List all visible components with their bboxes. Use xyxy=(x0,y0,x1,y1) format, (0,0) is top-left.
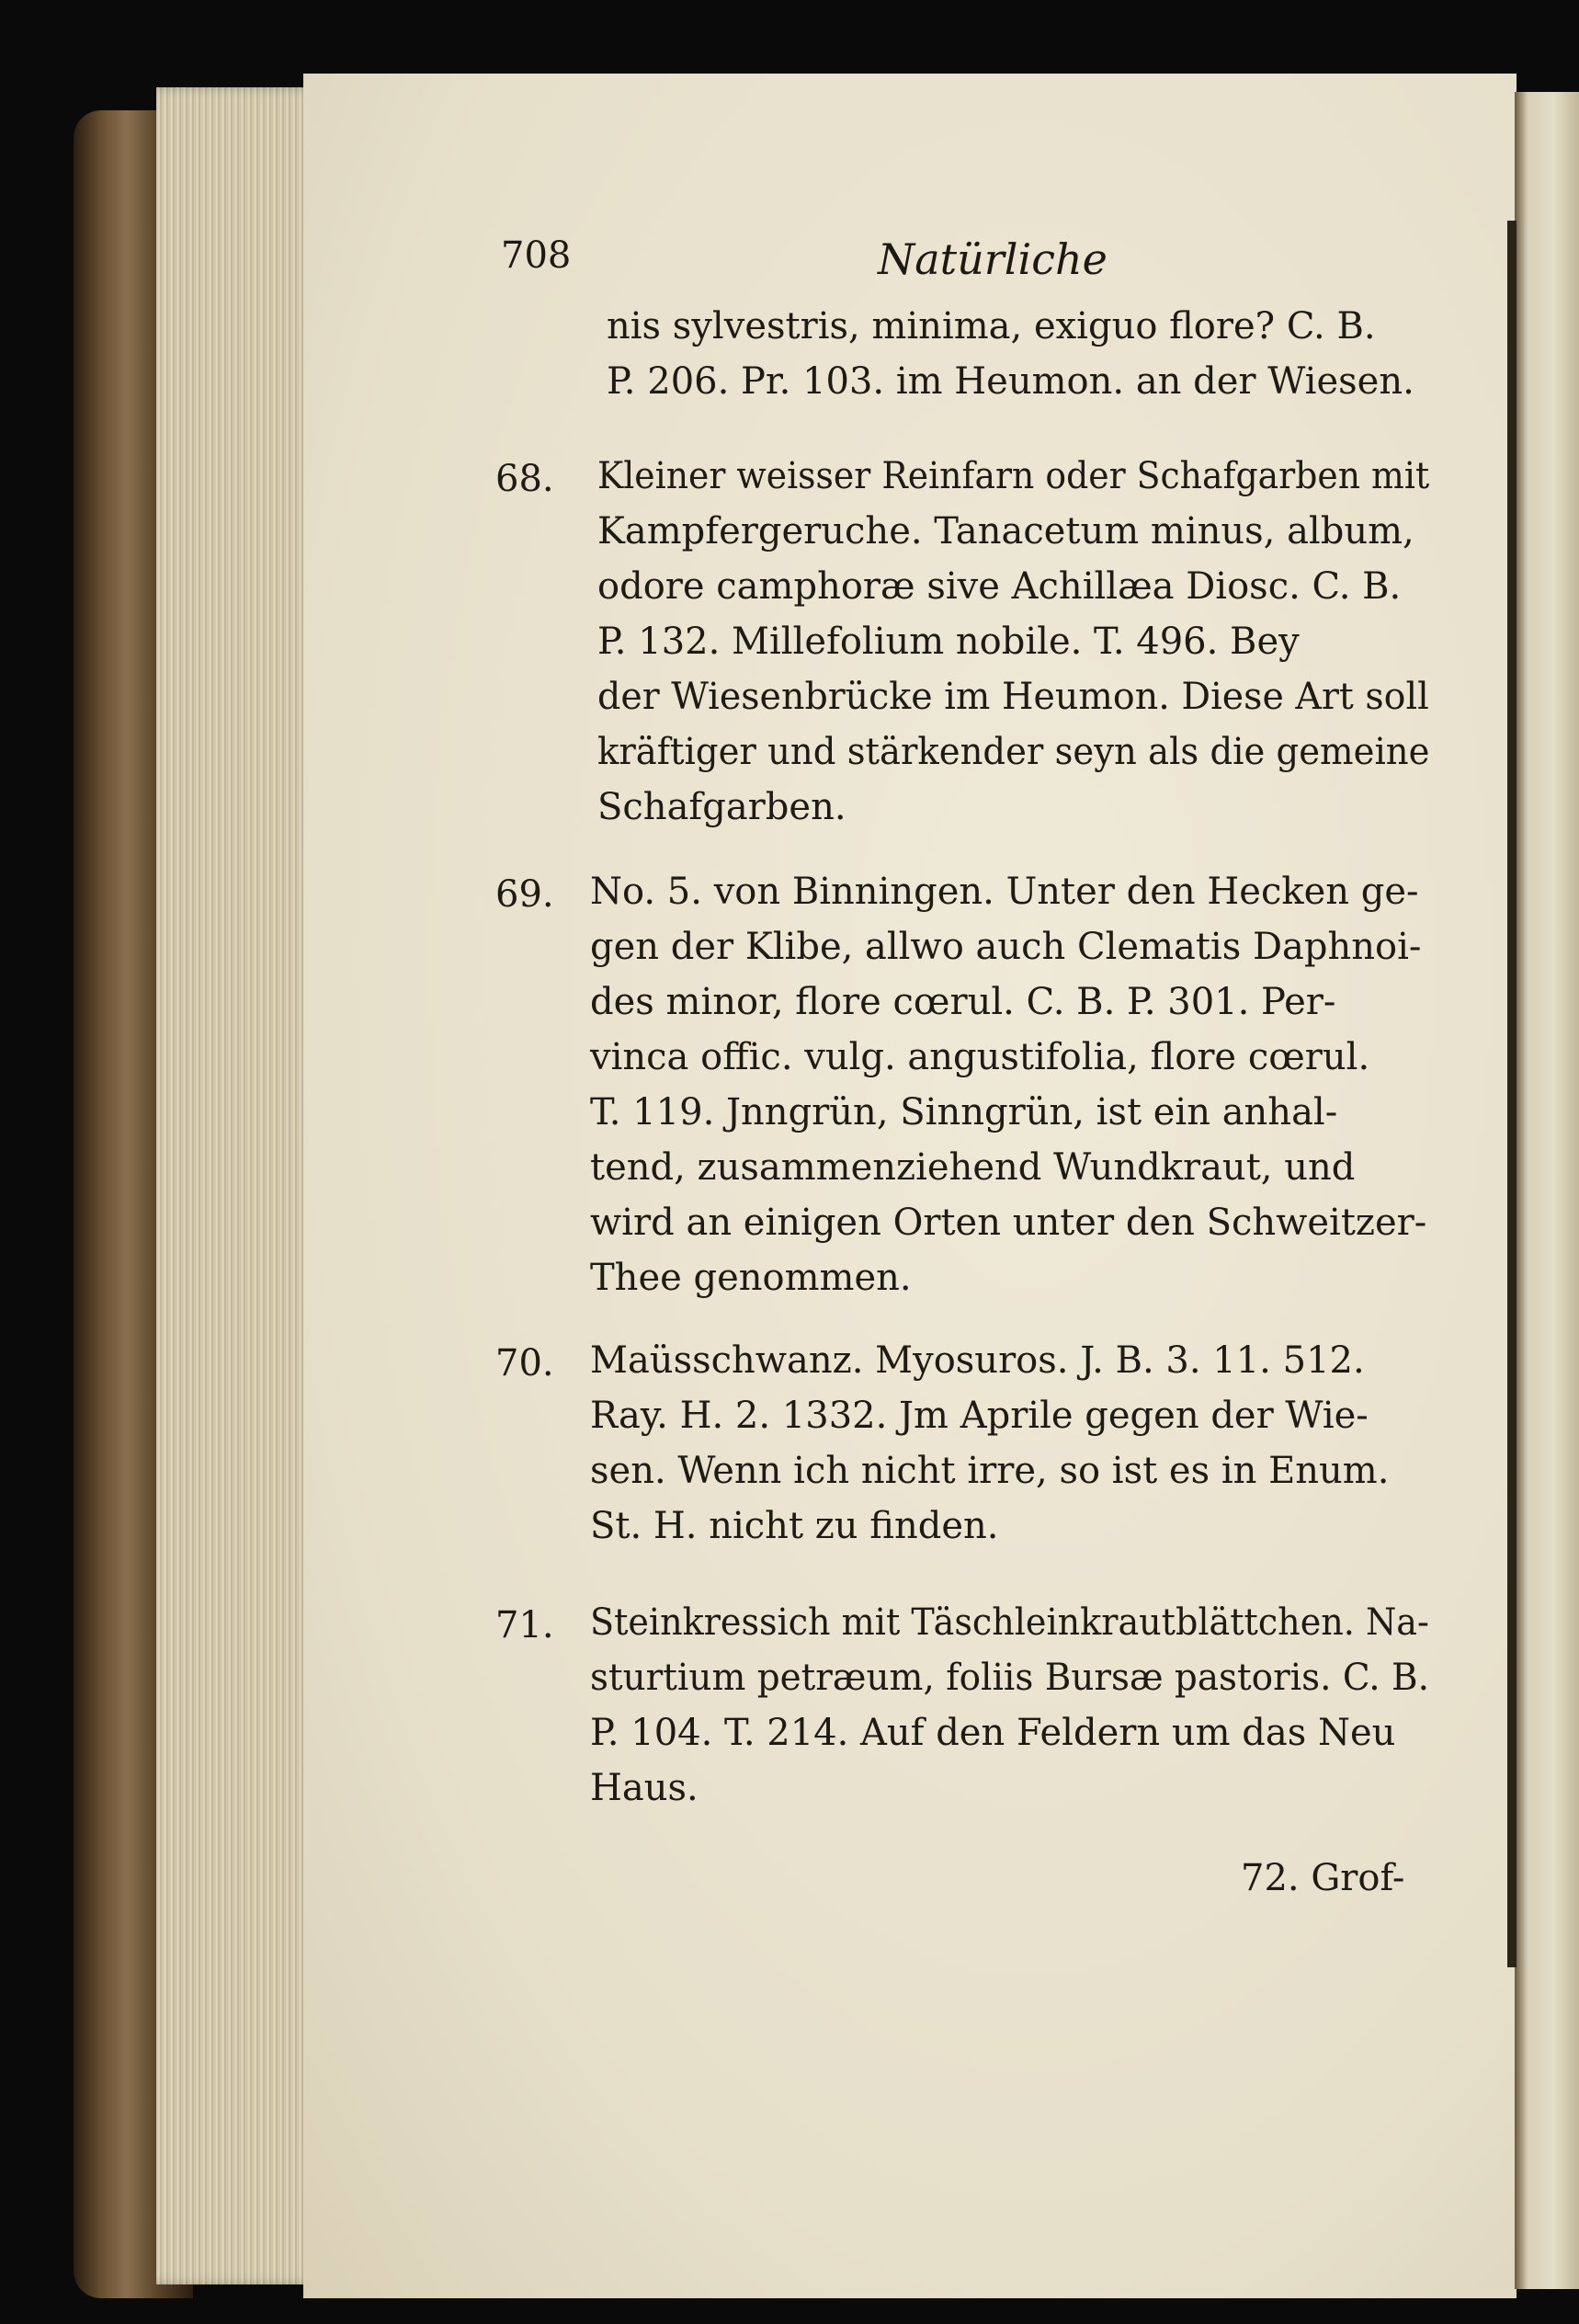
entry-number: 69. xyxy=(495,873,554,916)
gutter-shadow xyxy=(1507,221,1517,1967)
running-head: Natürliche xyxy=(878,234,1108,284)
entry-line: Kampfergeruche. Tanacetum minus, album, xyxy=(597,510,1414,553)
entry-line: Haus. xyxy=(590,1767,699,1809)
entry-line: No. 5. von Binningen. Unter den Hecken ge- xyxy=(590,871,1419,913)
page-header xyxy=(501,234,1420,299)
entry-line: Maüsschwanz. Myosuros. J. B. 3. 11. 512. xyxy=(590,1339,1365,1382)
entry-line: nis sylvestris, minima, exiguo flore? C. B. xyxy=(607,305,1376,347)
facing-page-edge xyxy=(1515,92,1579,2289)
entry-line: des minor, flore cœrul. C. B. P. 301. Per- xyxy=(590,981,1336,1023)
catchword: 72. Grof- xyxy=(1241,1857,1405,1899)
entry-line: kräftiger und stärkender seyn als die gemeine xyxy=(597,731,1430,773)
entry-line: Schafgarben. xyxy=(597,786,846,828)
entry-number: 71. xyxy=(495,1604,554,1646)
entry-line: Thee genommen. xyxy=(590,1257,912,1299)
entry-line: P. 104. T. 214. Auf den Feldern um das Neu xyxy=(590,1712,1396,1754)
entry-line: P. 132. Millefolium nobile. T. 496. Bey xyxy=(597,621,1300,663)
entry-line: tend, zusammenziehend Wundkraut, und xyxy=(590,1146,1356,1189)
entry-line: wird an einigen Orten unter den Schweitzer- xyxy=(590,1202,1427,1244)
entry-line: Ray. H. 2. 1332. Jm Aprile gegen der Wie- xyxy=(590,1395,1369,1437)
page-number: 708 xyxy=(501,234,572,277)
entry-line: Kleiner weisser Reinfarn oder Schafgarben mit xyxy=(597,455,1430,497)
entry-line: vinca offic. vulg. angustifolia, flore cœrul. xyxy=(590,1036,1370,1078)
page-edges xyxy=(156,87,322,2284)
entry-line: T. 119. Jnngrün, Sinngrün, ist ein anhal- xyxy=(590,1091,1338,1134)
entry-line: sturtium petræum, foliis Bursæ pastoris. C. B. xyxy=(590,1657,1429,1699)
entry-line: Steinkressich mit Täschleinkrautblättchen. Na- xyxy=(590,1601,1429,1644)
entry-line: der Wiesenbrücke im Heumon. Diese Art soll xyxy=(597,676,1429,718)
entry-line: St. H. nicht zu finden. xyxy=(590,1505,999,1547)
entry-number: 70. xyxy=(495,1342,554,1384)
entry-line: P. 206. Pr. 103. im Heumon. an der Wiesen. xyxy=(607,360,1414,403)
entry-line: sen. Wenn ich nicht irre, so ist es in Enum. xyxy=(590,1450,1390,1492)
entry-line: gen der Klibe, allwo auch Clematis Daphnoi- xyxy=(590,926,1422,968)
entry-number: 68. xyxy=(495,458,554,500)
entry-line: odore camphoræ sive Achillæa Diosc. C. B. xyxy=(597,565,1402,608)
